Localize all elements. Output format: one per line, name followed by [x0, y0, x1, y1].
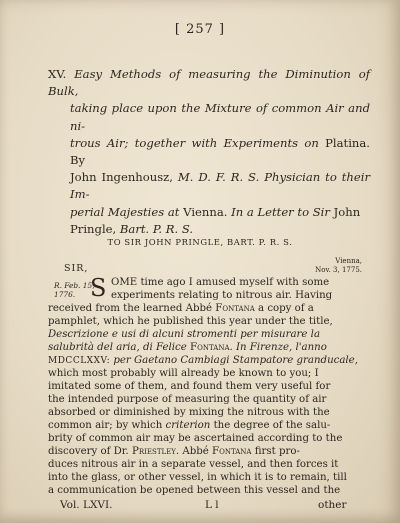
body-line: Descrizione e usi di alcuni stromenti per misurare la — [48, 329, 321, 340]
body-line: imitated some of them, and found them very useful for — [48, 381, 331, 392]
received-note — [54, 281, 95, 299]
received-date: R. Feb. 15, — [54, 281, 95, 290]
body-line — [48, 341, 327, 354]
body-line — [48, 354, 358, 368]
person-name: Fontana — [215, 303, 255, 314]
body-text: received from the learned Abbé — [48, 303, 213, 314]
body-line: absorbed or diminished by mixing the nitrous with the — [48, 407, 330, 418]
body-text: first pro- — [251, 446, 300, 457]
page-number-header: [ 257 ] — [174, 22, 226, 37]
article-title — [48, 66, 370, 238]
title-line — [48, 169, 370, 203]
body-line — [48, 302, 314, 315]
person-name: Fontana — [208, 446, 252, 457]
salutation: SIR, — [64, 263, 89, 274]
body-line: the intended purpose of measuring the quantity of air — [48, 394, 327, 405]
title-line — [48, 135, 370, 169]
body-text: salubrità del aria, di Felice — [48, 342, 187, 353]
body-text: a copy of a — [254, 303, 314, 314]
signature-mark: L l — [205, 499, 219, 511]
catchword: other — [318, 499, 347, 511]
volume-label: Vol. LXVI. — [60, 499, 113, 511]
received-year: 1776. — [54, 290, 76, 299]
body-text: Abbé — [179, 446, 209, 457]
title-text: taking place upon the Mixture of common Air and ni- — [70, 101, 370, 133]
body-line: which most probably will already be known to you; I — [48, 368, 319, 379]
title-text: In a Letter to Sir — [231, 204, 330, 219]
body-line: brity of common air may be ascertained according to the — [48, 433, 343, 444]
place: Vienna, — [335, 257, 362, 265]
title-line — [48, 100, 370, 134]
title-text: perial Majesties at — [70, 204, 180, 219]
body-text: the degree of the salu- — [210, 420, 331, 431]
body-text: In Firenze, l'anno — [232, 342, 327, 353]
year-numeral: MDCCLXXV: — [48, 356, 111, 366]
body-line: a communication be opened between this vessel and the — [48, 485, 341, 496]
title-text: Easy Methods of measuring the Diminution of Bulk, — [48, 67, 370, 99]
date: Nov. 3, 1775. — [315, 266, 362, 274]
author-name: John Ingenhousz, — [70, 170, 178, 185]
title-text: Pringle, — [70, 221, 120, 236]
title-text: trous Air; together with Experiments on — [70, 135, 319, 150]
body-text: criterion — [162, 420, 211, 431]
body-line: pamphlet, which he published this year under the title, — [48, 316, 333, 327]
title-line — [48, 204, 370, 221]
title-text: Bart. P. R. S. — [119, 221, 194, 236]
title-text: Platina. By — [70, 135, 370, 168]
title-line — [48, 221, 370, 238]
body-line — [48, 445, 300, 458]
title-text: Vienna. — [179, 204, 232, 219]
person-name: Fontana. — [190, 342, 233, 353]
drop-cap: S — [90, 274, 107, 302]
body-text: common air; by which — [48, 420, 163, 431]
body-line: duces nitrous air in a separate vessel, and then forces it — [48, 459, 339, 470]
person-name: Priestley. — [128, 446, 180, 457]
body-line: experiments relating to nitrous air. Having — [111, 290, 333, 301]
title-text: M. D. F. R. S. Physician to their Im- — [70, 170, 370, 202]
body-text: per Gaetano Cambiagi Stampatore granducale, — [110, 355, 358, 366]
place-date — [315, 257, 362, 275]
article-number: XV. — [48, 67, 67, 81]
body-text: discovery of Dr. — [48, 446, 129, 457]
body-line: into the glass, or other vessel, in which it is to remain, till — [48, 472, 347, 483]
body-line: OME time ago I amused myself with some — [111, 277, 330, 288]
title-text: John — [329, 204, 361, 219]
letter-addressee: TO SIR JOHN PRINGLE, BART. P. R. S. — [107, 237, 293, 247]
body-line — [48, 419, 330, 432]
title-line — [48, 66, 370, 100]
